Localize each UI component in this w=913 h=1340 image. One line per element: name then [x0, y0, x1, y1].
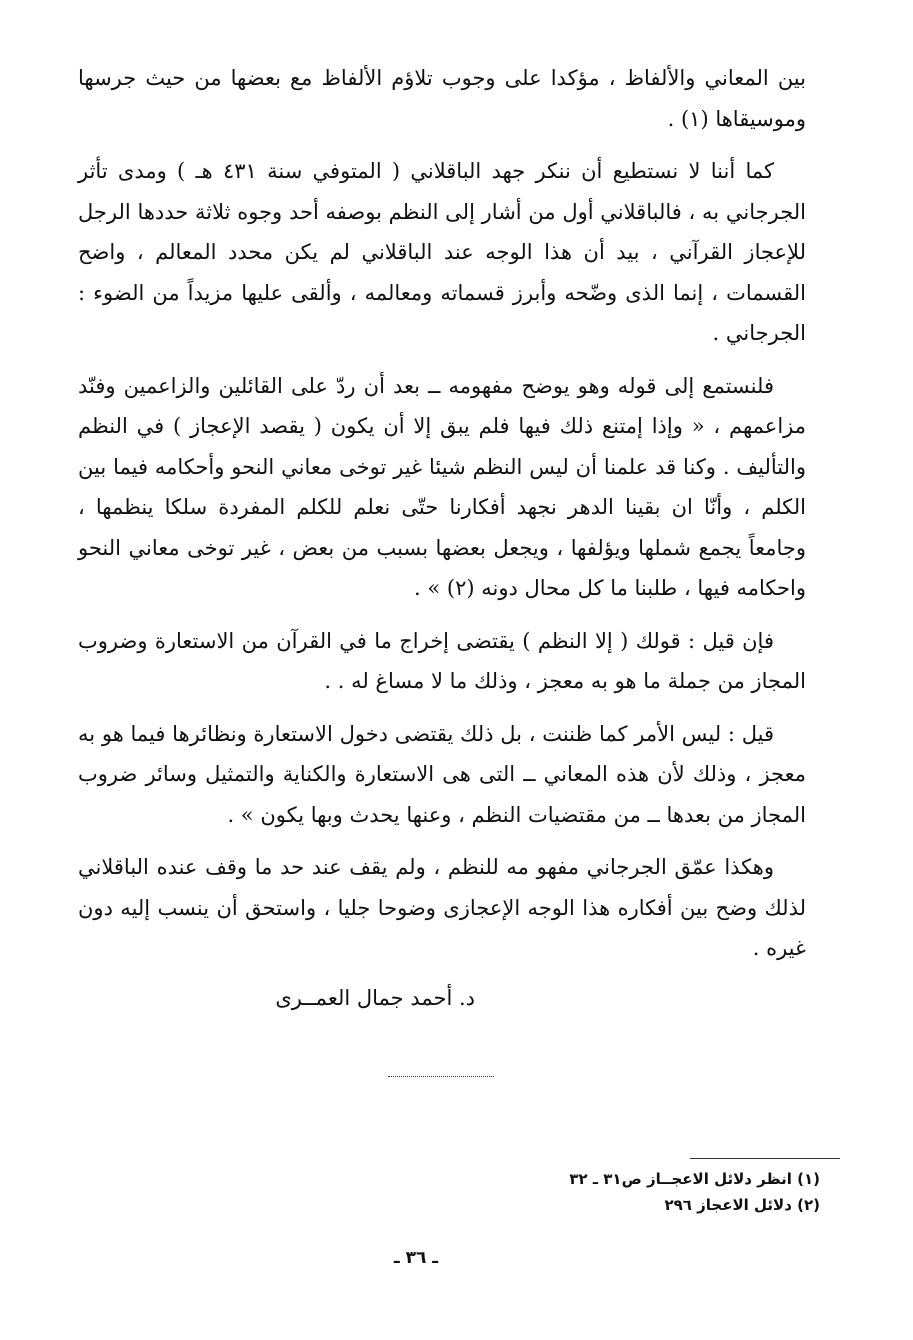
paragraph-continuation: بين المعاني والألفاظ ، مؤكدا على وجوب تلاؤم الألفاظ مع بعضها من حيث جرسها وموسيقاها (١) . — [78, 66, 806, 131]
paragraph-conclusion: وهكذا عمّق الجرجاني مفهو مه للنظم ، ولم يقف عند حد ما وقف عنده الباقلاني لذلك وضح بين أفكاره هذا الوجه الإعجازى وضوحا جليا ، واستحق أن ينسب إليه دون غيره . — [78, 855, 806, 960]
page-number: ـ ٣٦ ـ — [393, 1248, 439, 1268]
paragraph-objection: فإن قيل : قولك ( إلا النظم ) يقتضى إخراج ما في القرآن من الاستعارة وضروب المجاز من جملة ما هو به معجز ، وذلك ما لا مساغ له . . — [78, 628, 806, 693]
author-signature: د. أحمد جمال العمــرى — [275, 986, 475, 1010]
body-text — [78, 58, 806, 981]
footnotes — [440, 1166, 820, 1218]
separator-dots — [388, 1076, 494, 1077]
footnote-rule — [690, 1158, 840, 1159]
paragraph-reply: قيل : ليس الأمر كما ظننت ، بل ذلك يقتضى دخول الاستعارة ونظائرها فيما هو به معجز ، وذلك لأن هذه المعاني ــ التى هى الاستعارة والكناية والتمثيل وسائر ضروب المجاز من بعدها ــ من مقتضيات النظم ، وعنها يحدث وبها يكون » . — [78, 721, 806, 827]
paragraph-quote: فلنستمع إلى قوله وهو يوضح مفهومه ــ بعد أن ردّ على القائلين والزاعمين وفنّد مزاعمهم ، « وإذا إمتنع ذلك فيها فلم يبق إلا أن يكون ( يقصد الإعجاز ) في النظم والتأليف . وكنا قد علمنا أن ليس النظم شيئا غير توخى معاني النحو وأحكامه فيما بين الكلم ، وأنّا ان بقينا الدهر نجهد أفكارنا حتّى نعلم للكلم المفردة سلكا ينظمها ، وجامعاً يجمع شملها ويؤلفها ، ويجعل بعضها بسبب من بعض ، غير توخى معاني النحو واحكامه فيها ، طلبنا ما كل محال دونه (٢) » . — [78, 373, 806, 600]
paragraph-baqillani: كما أننا لا نستطيع أن ننكر جهد الباقلاني ( المتوفي سنة ٤٣١ هـ ) ومدى تأثر الجرجاني به ، فالباقلاني أول من أشار إلى النظم بوصفه أحد وجوه ثلاثة حددها الرجل للإعجاز القرآني ، بيد أن هذا الوجه عند الباقلاني لم يكن محدد المعالم ، واضح القسمات ، إنما الذى وضّحه وأبرز قسماته ومعالمه ، وألقى عليها مزيداً من الضوء : الجرجاني . — [78, 159, 806, 345]
footnote-1: (١) انظر دلائل الاعجــاز ص٣١ ـ ٣٢ — [569, 1170, 820, 1188]
footnote-2: (٢) دلائل الاعجاز ٢٩٦ — [664, 1196, 820, 1214]
